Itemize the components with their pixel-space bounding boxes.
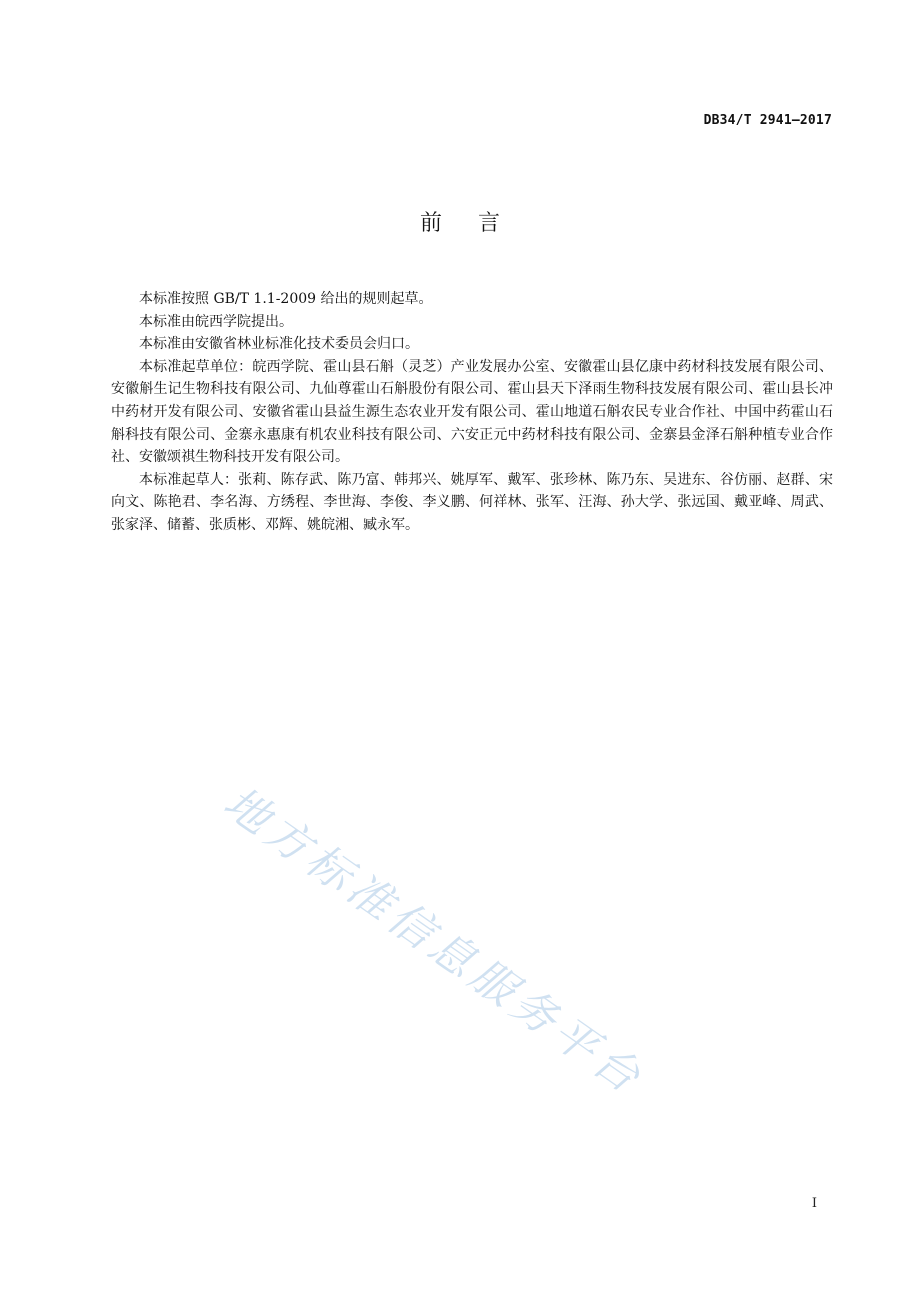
paragraph-proposer: 本标准由皖西学院提出。 <box>139 313 293 330</box>
page-title: 前言 <box>419 211 536 236</box>
document-body <box>111 288 833 537</box>
paragraph-administrator: 本标准由安徽省林业标准化技术委员会归口。 <box>139 336 419 353</box>
document-code: DB34/T 2941—2017 <box>703 113 832 128</box>
paragraph-drafting-units: 本标准起草单位：皖西学院、霍山县石斛（灵芝）产业发展办公室、安徽霍山县亿康中药材科技发展有限公司、安徽斛生记生物科技有限公司、九仙尊霍山石斛股份有限公司、霍山县天下泽雨生物科技发展有限公司、霍山县长冲中药材开发有限公司、安徽省霍山县益生源生态农业开发有限公司、霍山地道石斛农民专业合作社、中国中药霍山石斛科技有限公司、金寨永惠康有机农业科技有限公司、六安正元中药材科技有限公司、金寨县金泽石斛种植专业合作社、安徽颂祺生物科技开发有限公司。 <box>111 358 833 466</box>
paragraph-drafting-rules: 本标准按照 GB/T 1.1-2009 给出的规则起草。 <box>139 291 433 307</box>
watermark: 地方标准信息服务平台 <box>214 777 654 1106</box>
page-number: I <box>811 1196 817 1211</box>
paragraph-drafters: 本标准起草人：张莉、陈存武、陈乃富、韩邦兴、姚厚军、戴军、张珍林、陈乃东、吴进东、谷仿丽、赵群、宋向文、陈艳君、李名海、方绣程、李世海、李俊、李义鹏、何祥林、张军、汪海、孙大学、张远国、戴亚峰、周武、张家泽、储蓄、张质彬、邓辉、姚皖湘、臧永军。 <box>111 471 833 533</box>
